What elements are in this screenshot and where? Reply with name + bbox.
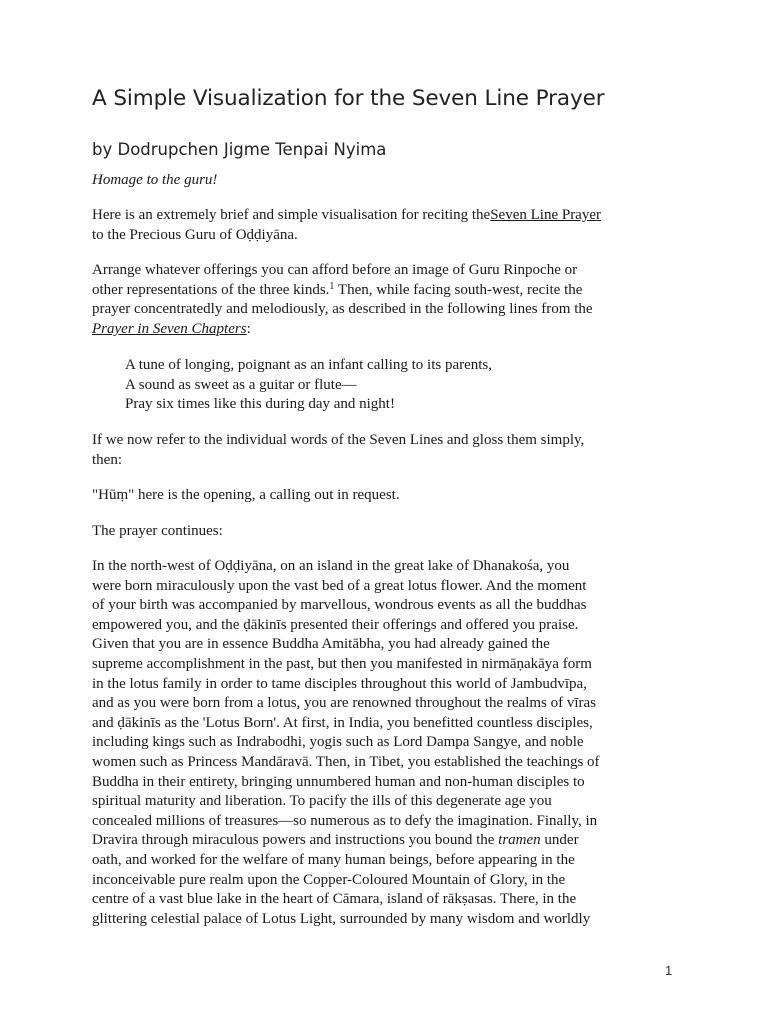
hum-paragraph: "Hūṃ" here is the opening, a calling out in request.	[92, 487, 400, 503]
main-line: Buddha in their entirety, bringing unnumbered human and non-human disciples to	[92, 773, 585, 790]
gloss-line: If we now refer to the individual words of the Seven Lines and gloss them simply,	[92, 432, 585, 448]
intro-paragraph	[92, 206, 692, 245]
main-line: empowered you, and the ḍākinīs presented their offerings and offered you praise.	[92, 616, 579, 633]
main-line: oath, and worked for the welfare of many human beings, before appearing in the	[92, 851, 575, 868]
author-byline: by Dodrupchen Jigme Tenpai Nyima	[92, 140, 387, 159]
offerings-paragraph	[92, 261, 692, 339]
document-title: A Simple Visualization for the Seven Line Prayer	[92, 86, 605, 111]
offerings-line-2a: other representations of the three kinds.	[92, 281, 330, 298]
homage-line: Homage to the guru!	[92, 172, 218, 188]
main-line: concealed millions of treasures—so numerous as to defy the imagination. Finally, in	[92, 812, 598, 829]
main-line: centre of a vast blue lake in the heart of Cāmara, island of rākṣasas. There, in the	[92, 891, 577, 908]
main-line: and ḍākinīs as the 'Lotus Born'. At first, in India, you benefitted countless disciples,	[92, 714, 593, 731]
intro-text-2: to the Precious Guru of Oḍḍiyāna.	[92, 226, 298, 243]
offerings-line-1: Arrange whatever offerings you can afford before an image of Guru Rinpoche or	[92, 262, 578, 278]
verse-line: Pray six times like this during day and night!	[125, 396, 395, 413]
verse-block	[125, 356, 725, 415]
main-line-15b: under	[540, 832, 579, 849]
offerings-line-3: prayer concentratedly and melodiously, as described in the following lines from the	[92, 301, 593, 318]
verse-line: A sound as sweet as a guitar or flute—	[125, 376, 357, 393]
main-line: supreme accomplishment in the past, but then you manifested in nirmāṇakāya form	[92, 655, 592, 672]
main-line: spiritual maturity and liberation. To pacify the ills of this degenerate age you	[92, 793, 552, 810]
offerings-colon: :	[246, 320, 251, 337]
main-line: inconceivable pure realm upon the Copper-Coloured Mountain of Glory, in the	[92, 871, 566, 888]
page-number: 1	[665, 963, 673, 978]
main-line: Given that you are in essence Buddha Amitābha, you had already gained the	[92, 636, 550, 653]
tramen-term: tramen	[498, 832, 541, 849]
intro-text: Here is an extremely brief and simple visualisation for reciting the	[92, 207, 491, 223]
main-line: women such as Princess Mandāravā. Then, in Tibet, you established the teachings of	[92, 753, 600, 770]
main-line: including kings such as Indrabodhi, yogis such as Lord Dampa Sangye, and noble	[92, 734, 584, 751]
main-line-15a: Dravira through miraculous powers and instructions you bound the	[92, 832, 499, 849]
continues-paragraph: The prayer continues:	[92, 523, 223, 539]
main-line: glittering celestial palace of Lotus Light, surrounded by many wisdom and worldly	[92, 910, 591, 927]
main-line: in the lotus family in order to tame disciples throughout this world of Jambudvīpa,	[92, 675, 587, 692]
main-line: were born miraculously upon the vast bed of a great lotus flower. And the moment	[92, 577, 587, 594]
gloss-paragraph	[92, 431, 692, 470]
verse-line: A tune of longing, poignant as an infant calling to its parents,	[125, 357, 493, 373]
main-line: of your birth was accompanied by marvellous, wondrous events as all the buddhas	[92, 597, 587, 614]
seven-line-prayer-link[interactable]: Seven Line Prayer	[490, 207, 601, 223]
prayer-in-seven-chapters-link[interactable]: Prayer in Seven Chapters	[92, 320, 247, 337]
main-paragraph	[92, 557, 692, 929]
offerings-line-2b: Then, while facing south-west, recite the	[334, 281, 583, 298]
main-line: and as you were born from a lotus, you are renowned throughout the realms of vīras	[92, 695, 597, 712]
footnote-marker[interactable]: 1	[329, 280, 335, 292]
gloss-line: then:	[92, 451, 122, 468]
main-line: In the north-west of Oḍḍiyāna, on an island in the great lake of Dhanakośa, you	[92, 558, 570, 574]
